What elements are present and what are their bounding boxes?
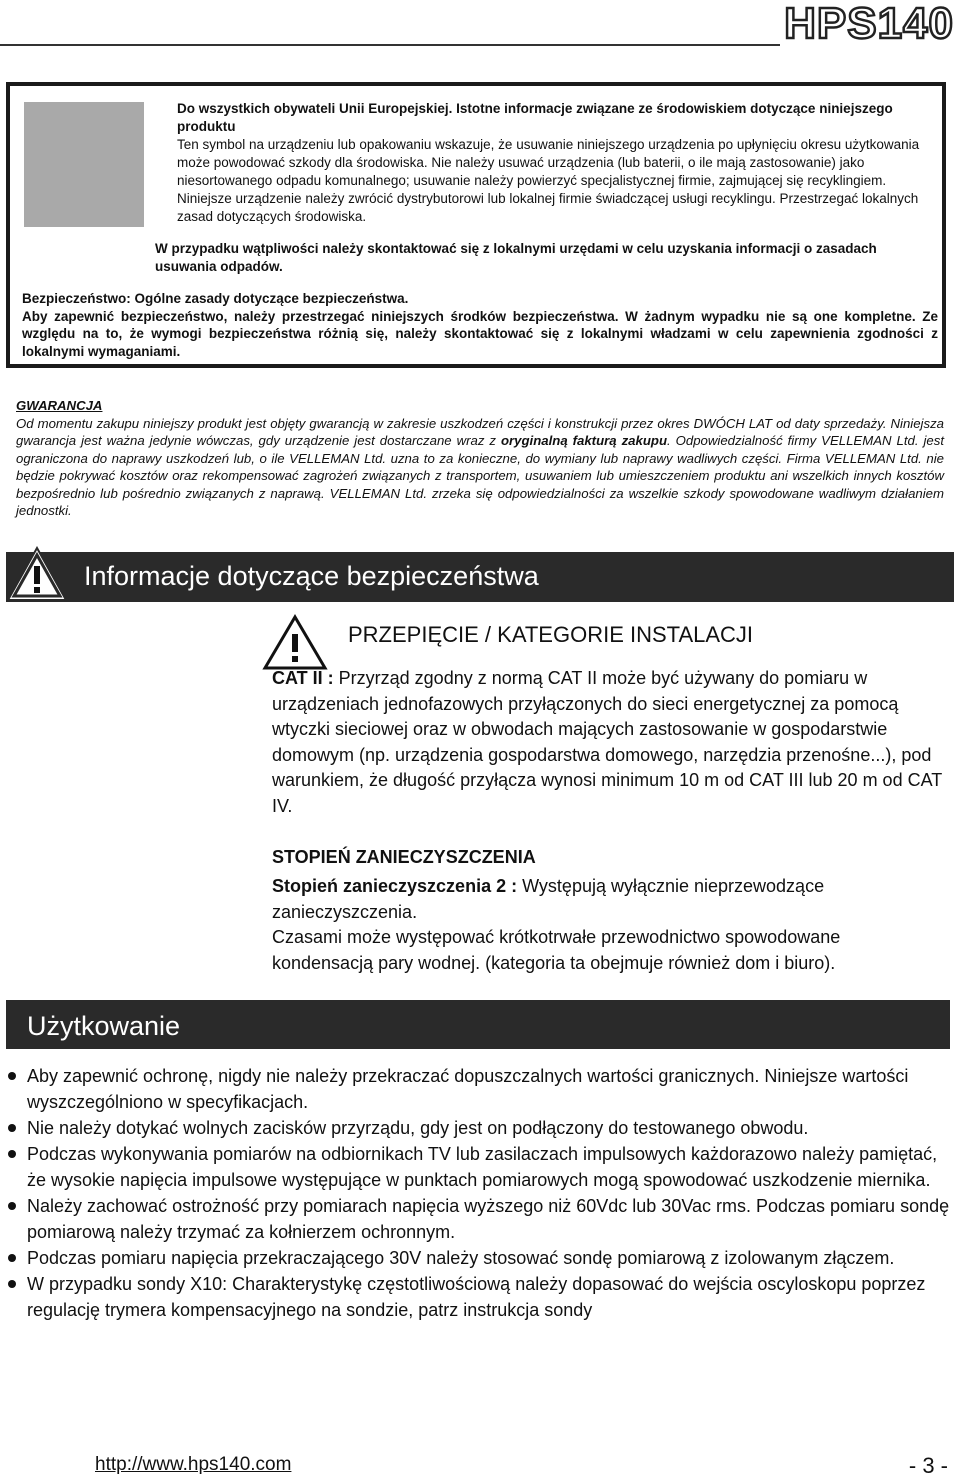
header-rule [0,44,780,46]
environment-paragraph: Ten symbol na urządzeniu lub opakowaniu wskazuje, że usuwanie niniejszego urządzenia po upłynięciu okresu użytkowania może powodować szkody dla środowiska. Nie należy usuwać urządzenia (lub baterii, o ile mają zastosowanie) jako niesortowanego odpadu komunalnego; usuwanie należy powierzyć specjalistycznej firmie, zajmującej się recyklingiem. Niniejsze urządzenie należy zwrócić dystrybutorowi lub lokalnej firmie świadczącej usługi recyklingu. Przestrzegać lokalnych zasad dotyczących środowiska. [177,137,920,224]
list-item [8,1245,953,1271]
bullet-text: Należy zachować ostrożność przy pomiarach napięcia wyższego niż 60Vdc lub 30Vac rms. Podczas pomiaru sondę pomiarową należy trzymać za kołnierzem ochronnym. [27,1196,950,1242]
bullet-icon [8,1280,16,1288]
cat-label: CAT II : [272,668,334,688]
warranty-part-2: . Odpowiedzialność firmy VELLEMAN Ltd. jest ograniczona do naprawy uszkodzeń lub, o ile VELLEMAN Ltd. uzna to za konieczne, do wymiany lub naprawy wadliwych części. Firma VELLEMAN Ltd. nie będzie pokrywać kosztów oraz rekompensować zagrożeń związanych z transportem, usuwaniem lub umieszczeniem produktu ani wszelkich innych kosztów bezpośrednio lub pośrednio związanych z naprawą. VELLEMAN Ltd. zrzeka się odpowiedzialności za wszelkie szkody spowodowane wadliwym działaniem jednostki. [16,433,944,518]
category-text [272,666,942,819]
bullet-text: Nie należy dotykać wolnych zacisków przyrządu, gdy jest on podłączony do testowanego obwodu. [27,1118,809,1138]
safety-section-title: Informacje dotyczące bezpieczeństwa [84,561,539,591]
list-item [8,1063,953,1115]
bullet-icon [8,1072,16,1080]
weee-symbol-image [24,102,144,227]
pollution-label: Stopień zanieczyszczenia 2 : [272,876,518,896]
pollution-description-2: Czasami może występować krótkotrwałe przewodnictwo spowodowane kondensacją pary wodnej. (kategoria ta obejmuje również dom i biuro). [272,927,841,973]
cat-description: Przyrząd zgodny z normą CAT II może być używany do pomiaru w urządzeniach jednofazowych przyłączonych do sieci energetycznej za pomocą wtyczki sieciowej oraz w obwodach mających zastosowanie w gospodarstwie domowym (np. urządzenia gospodarstwa domowego, narzędzia przenośne...), pod warunkiem, że długość przyłącza wynosi minimum 10 m od CAT III lub 20 m od CAT IV. [272,668,942,816]
list-item [8,1115,953,1141]
bullet-icon [8,1254,16,1262]
safety-text: Aby zapewnić bezpieczeństwo, należy przestrzegać niniejszych środków bezpieczeństwa. W żadnym wypadku nie są one kompletne. Ze względu na to, że wymogi bezpieczeństwa różnią się, należy skontaktować się z lokalnymi władzami w celu zapewnienia zgodności z lokalnymi wymaganiami. [22,308,938,359]
bullet-icon [8,1124,16,1132]
pollution-description-1: Występują wyłącznie nieprzewodzące zanieczyszczenia. [272,876,825,922]
warranty-title: GWARANCJA [16,398,103,413]
environment-title: Do wszystkich obywateli Unii Europejskiej. Istotne informacje związane ze środowiskiem dotyczące niniejszego produktu [177,101,893,134]
category-title: PRZEPIĘCIE / KATEGORIE INSTALACJI [348,622,754,647]
usage-bullet-list [8,1063,953,1323]
general-safety [22,290,938,360]
list-item [8,1141,953,1193]
safety-heading: Bezpieczeństwo: Ogólne zasady dotyczące bezpieczeństwa. [22,291,409,306]
warranty-part-1: Od momentu zakupu niniejszy produkt jest objęty gwarancją w zakresie uszkodzeń części i konstrukcji przez okres DWÓCH LAT od daty sprzedaży. Niniejsza gwarancja jest ważna jedynie wówczas, gdy urządzenie jest dostarczane wraz z [16,415,944,448]
warranty-emphasis: oryginalną fakturą zakupu [500,433,667,448]
bullet-text: W przypadku sondy X10: Charakterystykę częstotliwościową należy dopasować do wejścia oscyloskopu poprzez regulację trymera kompensacyjnego na sondzie, patrz instrukcja sondy [27,1274,926,1320]
bullet-icon [8,1150,16,1158]
bullet-text: Aby zapewnić ochronę, nigdy nie należy przekraczać dopuszczalnych wartości granicznych. Niniejsze wartości wyszczególniono w specyfikacjach. [27,1066,909,1112]
bullet-text: Podczas wykonywania pomiarów na odbiornikach TV lub zasilaczach impulsowych każdorazowo należy pamiętać, że wysokie napięcia impulsowe występujące w punktach pomiarowych mogą spowodować uszkodzenie miernika. [27,1144,938,1190]
footer-website-link[interactable]: http://www.hps140.com [95,1454,292,1475]
environment-text [177,100,922,226]
list-item [8,1271,953,1323]
list-item [8,1193,953,1245]
usage-section-title: Użytkowanie [27,1011,181,1041]
bullet-text: Podczas pomiaru napięcia przekraczającego 30V należy stosować sondę pomiarową z izolowanym złączem. [27,1248,895,1268]
page-number: - 3 - [908,1453,948,1478]
environment-contact: W przypadku wątpliwości należy skontaktować się z lokalnymi urzędami w celu uzyskania informacji o zasadach usuwania odpadów. [155,241,877,274]
warning-icon [6,546,68,602]
bullet-icon [8,1202,16,1210]
warranty-section [16,397,944,520]
warning-icon [262,614,328,670]
pollution-title: STOPIEŃ ZANIECZYSZCZENIA [272,847,536,867]
product-logo: HPS140 [784,0,954,48]
warranty-text [16,415,944,520]
pollution-text [272,874,942,976]
